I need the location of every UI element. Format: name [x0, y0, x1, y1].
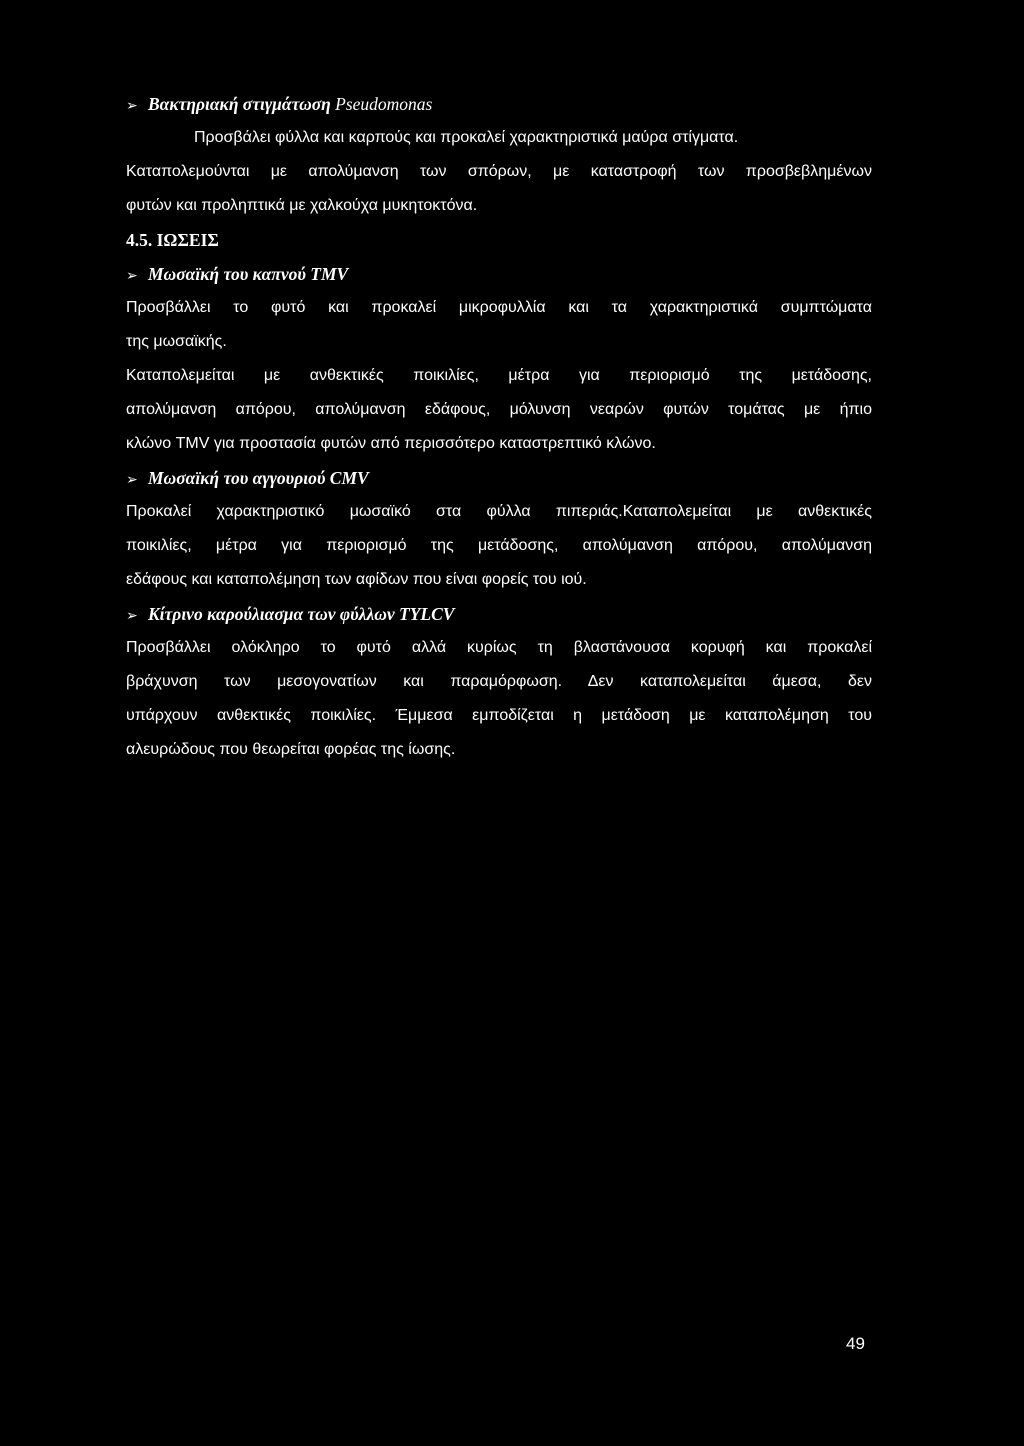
- paragraph-line: απολύμανση απόρου, απολύμανση εδάφους, μόλυνση νεαρών φυτών τομάτας με ήπιο: [126, 401, 872, 418]
- bullet-heading-pseudomonas: [126, 87, 872, 121]
- heading-text: Μωσαϊκή του αγγουριού CMV: [148, 468, 369, 488]
- paragraph-line: Προσβάλλει ολόκληρο το φυτό αλλά κυρίως τη βλαστάνουσα κορυφή και προκαλεί: [126, 639, 872, 656]
- paragraph-line: υπάρχουν ανθεκτικές ποικιλίες. Έμμεσα εμποδίζεται η μετάδοση με καταπολέμηση του: [126, 707, 872, 724]
- paragraph-line: κλώνο TMV για προστασία φυτών από περισσότερο καταστρεπτικό κλώνο.: [126, 435, 656, 452]
- paragraph-line: της μωσαϊκής.: [126, 333, 227, 350]
- heading-text: Βακτηριακή στιγμάτωση: [148, 94, 331, 114]
- bullet-heading-tylcv: [126, 597, 872, 631]
- paragraph-line: Καταπολεμείται με ανθεκτικές ποικιλίες, μέτρα για περιορισμό της μετάδοσης,: [126, 367, 872, 384]
- paragraph-line: Προσβάλλει το φυτό και προκαλεί μικροφυλλία και τα χαρακτηριστικά συμπτώματα: [126, 299, 872, 316]
- bullet-heading-cmv: [126, 461, 872, 495]
- heading-text: Κίτρινο καρούλιασμα των φύλλων TYLCV: [148, 604, 455, 624]
- page-content: [126, 87, 872, 767]
- arrow-bullet-icon: ➢: [126, 473, 138, 488]
- page-number: 49: [846, 1334, 865, 1353]
- heading-italic-text: Pseudomonas: [335, 94, 433, 114]
- arrow-bullet-icon: ➢: [126, 99, 138, 114]
- bullet-heading-tmv: [126, 257, 872, 291]
- paragraph-line: Προσβάλει φύλλα και καρπούς και προκαλεί χαρακτηριστικά μαύρα στίγματα.: [194, 129, 739, 146]
- arrow-bullet-icon: ➢: [126, 609, 138, 624]
- section-heading: [126, 223, 872, 257]
- paragraph-line: Καταπολεμούνται με απολύμανση των σπόρων, με καταστροφή των προσβεβλημένων: [126, 163, 872, 180]
- paragraph-line: βράχυνση των μεσογονατίων και παραμόρφωση. Δεν καταπολεμείται άμεσα, δεν: [126, 673, 872, 690]
- heading-text: Μωσαϊκή του καπνού TMV: [148, 264, 349, 284]
- paragraph-line: Προκαλεί χαρακτηριστικό μωσαϊκό στα φύλλα πιπεριάς.Καταπολεμείται με ανθεκτικές: [126, 503, 872, 520]
- paragraph-line: ποικιλίες, μέτρα για περιορισμό της μετάδοσης, απολύμανση απόρου, απολύμανση: [126, 537, 872, 554]
- paragraph-line: φυτών και προληπτικά με χαλκούχα μυκητοκτόνα.: [126, 197, 478, 214]
- arrow-bullet-icon: ➢: [126, 269, 138, 284]
- paragraph-line: αλευρώδους που θεωρείται φορέας της ίωσης.: [126, 741, 456, 758]
- section-title: ΙΩΣΕΙΣ: [156, 230, 219, 250]
- section-number: 4.5.: [126, 230, 153, 250]
- paragraph-line: εδάφους και καταπολέμηση των αφίδων που είναι φορείς του ιού.: [126, 571, 587, 588]
